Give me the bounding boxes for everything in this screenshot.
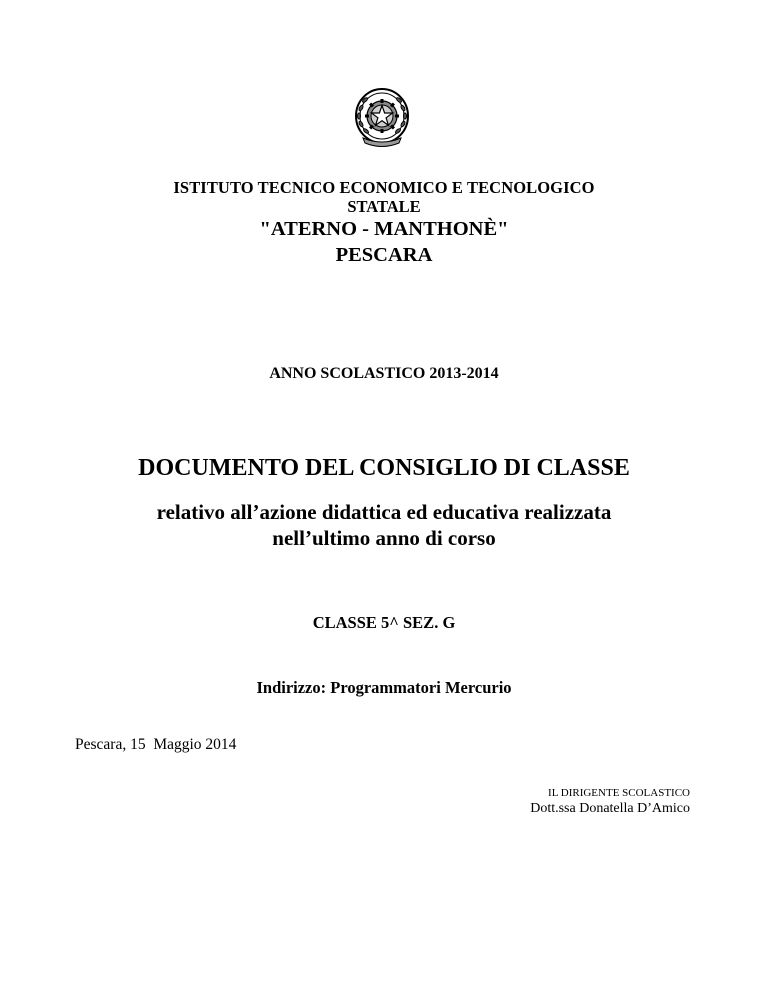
institute-type-line: ISTITUTO TECNICO ECONOMICO E TECNOLOGICO — [173, 178, 595, 197]
school-year: ANNO SCOLASTICO 2013-2014 — [269, 365, 499, 382]
signatory-role: IL DIRIGENTE SCOLASTICO — [548, 787, 690, 799]
republic-emblem-icon — [353, 86, 411, 148]
document-title: DOCUMENTO DEL CONSIGLIO DI CLASSE — [138, 455, 630, 481]
signature-block — [530, 786, 690, 818]
institute-city: PESCARA — [335, 244, 433, 266]
place-and-date: Pescara, 15 Maggio 2014 — [75, 736, 237, 753]
institute-name: "ATERNO - MANTHONÈ" — [259, 218, 509, 240]
institute-status-line: STATALE — [347, 197, 421, 216]
document-subtitle-line1: relativo all’azione didattica ed educativa realizzata — [156, 500, 612, 524]
document-subtitle-line2: nell’ultimo anno di corso — [272, 526, 496, 550]
class-section: CLASSE 5^ SEZ. G — [312, 613, 456, 632]
study-track: Indirizzo: Programmatori Mercurio — [256, 678, 512, 697]
signatory-name: Dott.ssa Donatella D’Amico — [530, 801, 690, 816]
